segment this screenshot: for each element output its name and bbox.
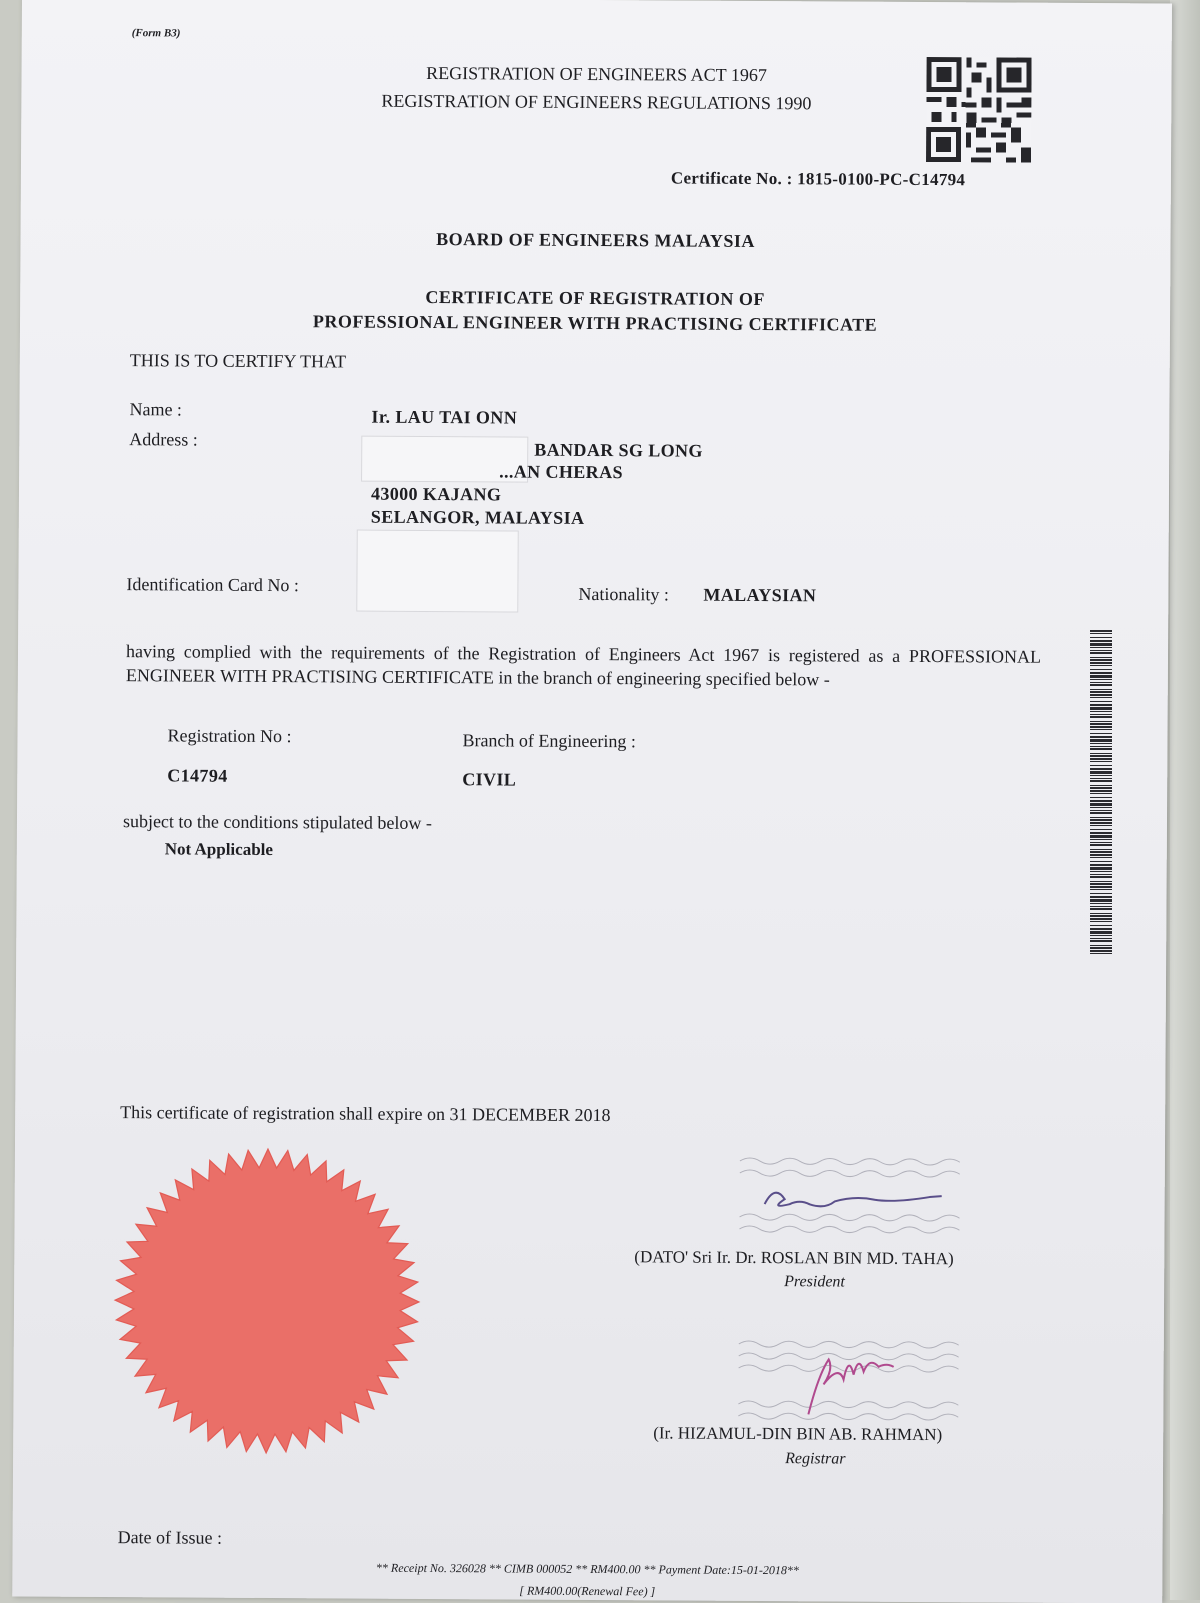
certificate-title-line-2: PROFESSIONAL ENGINEER WITH PRACTISING CERTIFICATE (312, 311, 878, 335)
form-number: (Form B3) (131, 27, 181, 40)
president-signature-icon (734, 1149, 960, 1245)
address-line-4: SELANGOR, MALAYSIA (370, 506, 585, 528)
conditions-value: Not Applicable (164, 839, 274, 860)
president-name: (DATO' Sri Ir. Dr. ROSLAN BIN MD. TAHA) (634, 1247, 954, 1269)
certify-statement: THIS IS TO CERTIFY THAT (129, 350, 347, 372)
registration-value: C14794 (167, 765, 228, 786)
act-title-line-2: REGISTRATION OF ENGINEERS REGULATIONS 1990 (381, 90, 812, 114)
date-of-issue-label: Date of Issue : (117, 1527, 223, 1548)
registrar-signature-icon (733, 1334, 959, 1430)
registration-label: Registration No : (167, 725, 292, 747)
conditions-statement: subject to the conditions stipulated below - (122, 811, 432, 834)
nationality-value: MALAYSIAN (703, 584, 817, 606)
receipt-line: ** Receipt No. 326028 ** CIMB 000052 ** RM400.00 ** Payment Date:15-01-2018** (375, 1560, 799, 1578)
address-line-1: BANDAR SG LONG (534, 439, 703, 461)
certificate-page (12, 0, 1172, 1603)
issuing-board: BOARD OF ENGINEERS MALAYSIA (436, 229, 755, 251)
address-label: Address : (129, 429, 198, 450)
expiry-statement: This certificate of registration shall expire on 31 DECEMBER 2018 (120, 1102, 611, 1126)
registrar-name: (Ir. HIZAMUL-DIN BIN AB. RAHMAN) (653, 1423, 943, 1445)
certificate-title-line-1: CERTIFICATE OF REGISTRATION OF (425, 286, 766, 310)
renewal-fee-line: [ RM400.00(Renewal Fee) ] (519, 1583, 656, 1599)
registrar-title: Registrar (785, 1450, 846, 1468)
seal-icon (111, 1145, 423, 1457)
branch-label: Branch of Engineering : (462, 730, 636, 752)
qr-code-icon (926, 57, 1032, 163)
background-surface (1170, 0, 1200, 1600)
registration-statement: having complied with the requirements of the Registration of Engineers Act 1967 is registered as a PROFESSIONAL ENGINEER WITH PRACTISING CERTIFICATE in the branch of engineering specified below - (125, 641, 1042, 690)
branch-value: CIVIL (462, 769, 517, 790)
president-title: President (784, 1273, 845, 1291)
name-value: Ir. LAU TAI ONN (371, 406, 518, 428)
address-line-2: ...AN CHERAS (499, 461, 624, 483)
name-label: Name : (129, 399, 183, 420)
address-line-3: 43000 KAJANG (370, 483, 502, 505)
certificate-number: Certificate No. : 1815-0100-PC-C14794 (670, 168, 966, 190)
act-title-line-1: REGISTRATION OF ENGINEERS ACT 1967 (426, 62, 767, 86)
ic-redaction-box (356, 530, 518, 613)
barcode-icon (1090, 630, 1112, 956)
nationality-label: Nationality : (578, 583, 669, 605)
ic-label: Identification Card No : (126, 574, 299, 596)
